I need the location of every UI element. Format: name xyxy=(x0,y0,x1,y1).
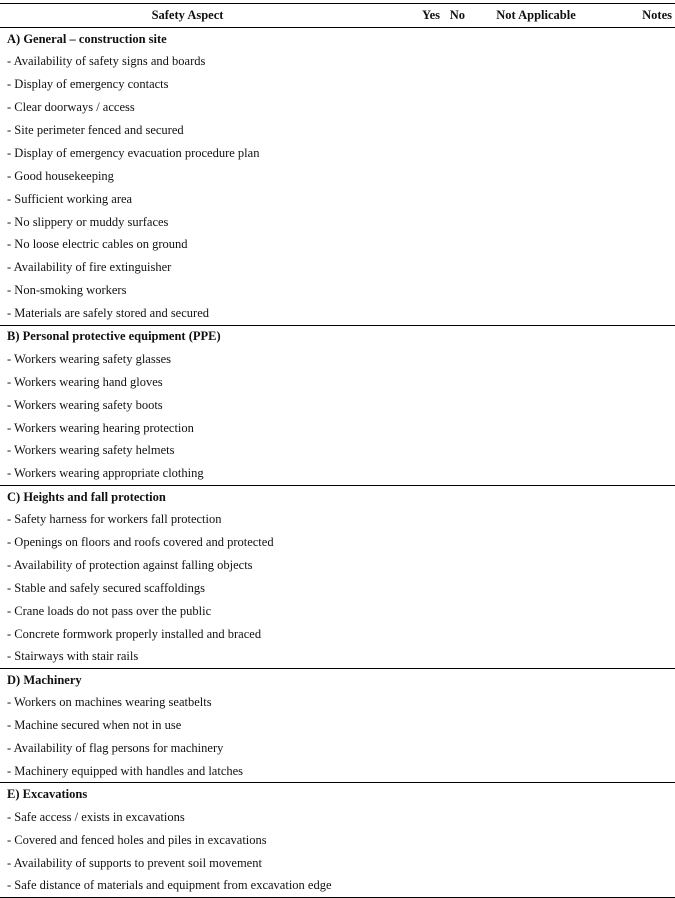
notes-cell xyxy=(599,760,675,783)
checklist-item-label: - Safe distance of materials and equipment from excavation edge xyxy=(0,874,375,897)
checklist-item-label: - Availability of flag persons for machinery xyxy=(7,741,224,756)
checklist-item-label: - No slippery or muddy surfaces xyxy=(7,214,169,229)
notes-cell xyxy=(599,417,675,440)
no-cell xyxy=(442,96,471,119)
header-safety-aspect: Safety Aspect xyxy=(0,4,375,28)
section-row-heights xyxy=(0,485,675,508)
not-applicable-cell xyxy=(471,874,599,897)
not-applicable-cell xyxy=(471,600,599,623)
no-cell xyxy=(442,73,471,96)
no-cell xyxy=(442,783,471,806)
not-applicable-cell xyxy=(471,417,599,440)
yes-cell xyxy=(375,623,442,646)
checklist-item-row xyxy=(0,96,675,119)
no-cell xyxy=(442,50,471,73)
yes-cell xyxy=(375,714,442,737)
checklist-item-label: - Good housekeeping xyxy=(7,168,114,183)
notes-cell xyxy=(599,50,675,73)
notes-cell xyxy=(599,668,675,691)
notes-cell xyxy=(599,783,675,806)
not-applicable-cell xyxy=(471,119,599,142)
yes-cell xyxy=(375,302,442,325)
checklist-item-row xyxy=(0,50,675,73)
no-cell xyxy=(442,577,471,600)
section-title: E) Excavations xyxy=(0,783,375,806)
not-applicable-cell xyxy=(471,211,599,234)
checklist-item-row xyxy=(0,852,675,875)
checklist-item-row xyxy=(0,714,675,737)
header-yes: Yes xyxy=(375,4,442,28)
yes-cell xyxy=(375,508,442,531)
checklist-item-label: - Workers wearing safety glasses xyxy=(7,351,171,366)
checklist-item-label: - Openings on floors and roofs covered and protected xyxy=(7,535,274,550)
no-cell xyxy=(442,485,471,508)
checklist-item-row xyxy=(0,600,675,623)
checklist-item-label: - Sufficient working area xyxy=(7,191,133,206)
notes-cell xyxy=(599,554,675,577)
not-applicable-cell xyxy=(471,508,599,531)
yes-cell xyxy=(375,531,442,554)
no-cell xyxy=(442,440,471,463)
checklist-item-label: - No loose electric cables on ground xyxy=(7,237,188,252)
yes-cell xyxy=(375,783,442,806)
yes-cell xyxy=(375,394,442,417)
checklist-item-label: - Materials are safely stored and secured xyxy=(7,305,209,320)
not-applicable-cell xyxy=(471,462,599,485)
notes-cell xyxy=(599,440,675,463)
checklist-item-row xyxy=(0,806,675,829)
checklist-item-row xyxy=(0,508,675,531)
not-applicable-cell xyxy=(471,623,599,646)
no-cell xyxy=(442,211,471,234)
checklist-item-row xyxy=(0,279,675,302)
checklist-item-row xyxy=(0,302,675,325)
yes-cell xyxy=(375,96,442,119)
checklist-item-row xyxy=(0,623,675,646)
notes-cell xyxy=(599,806,675,829)
not-applicable-cell xyxy=(471,28,599,51)
checklist-item-label: - Safety harness for workers fall protection xyxy=(7,512,222,527)
checklist-item-label: - Workers on machines wearing seatbelts xyxy=(7,695,212,710)
yes-cell xyxy=(375,119,442,142)
no-cell xyxy=(442,348,471,371)
checklist-item-label: - Machine secured when not in use xyxy=(7,718,182,733)
checklist-item-row xyxy=(0,646,675,669)
checklist-item-row xyxy=(0,531,675,554)
checklist-item-label: - Site perimeter fenced and secured xyxy=(7,123,184,137)
no-cell xyxy=(442,325,471,348)
notes-cell xyxy=(599,302,675,325)
no-cell xyxy=(442,394,471,417)
not-applicable-cell xyxy=(471,188,599,211)
yes-cell xyxy=(375,188,442,211)
not-applicable-cell xyxy=(471,714,599,737)
checklist-item-row xyxy=(0,234,675,257)
checklist-item-label: - Workers wearing appropriate clothing xyxy=(7,466,204,481)
checklist-item-label: - Crane loads do not pass over the public xyxy=(7,603,212,618)
notes-cell xyxy=(599,852,675,875)
yes-cell xyxy=(375,668,442,691)
no-cell xyxy=(442,668,471,691)
notes-cell xyxy=(599,874,675,897)
yes-cell xyxy=(375,165,442,188)
notes-cell xyxy=(599,256,675,279)
yes-cell xyxy=(375,577,442,600)
not-applicable-cell xyxy=(471,96,599,119)
checklist-item-label: - Workers wearing hand gloves xyxy=(7,374,163,389)
checklist-item-row xyxy=(0,73,675,96)
notes-cell xyxy=(599,165,675,188)
notes-cell xyxy=(599,188,675,211)
not-applicable-cell xyxy=(471,325,599,348)
checklist-item-row xyxy=(0,394,675,417)
checklist-item-label: - Machinery equipped with handles and latches xyxy=(7,763,244,778)
notes-cell xyxy=(599,394,675,417)
no-cell xyxy=(442,417,471,440)
not-applicable-cell xyxy=(471,531,599,554)
yes-cell xyxy=(375,325,442,348)
not-applicable-cell xyxy=(471,165,599,188)
notes-cell xyxy=(599,485,675,508)
checklist-item-row xyxy=(0,417,675,440)
checklist-item-row xyxy=(0,760,675,783)
yes-cell xyxy=(375,50,442,73)
yes-cell xyxy=(375,440,442,463)
not-applicable-cell xyxy=(471,737,599,760)
notes-cell xyxy=(599,211,675,234)
no-cell xyxy=(442,371,471,394)
checklist-item-row xyxy=(0,577,675,600)
checklist-item-label: - Clear doorways / access xyxy=(7,100,135,115)
not-applicable-cell xyxy=(471,256,599,279)
no-cell xyxy=(442,737,471,760)
not-applicable-cell xyxy=(471,73,599,96)
header-not-applicable: Not Applicable xyxy=(471,4,599,28)
no-cell xyxy=(442,691,471,714)
not-applicable-cell xyxy=(471,50,599,73)
not-applicable-cell xyxy=(471,852,599,875)
header-notes: Notes xyxy=(599,4,675,28)
not-applicable-cell xyxy=(471,806,599,829)
not-applicable-cell xyxy=(471,646,599,669)
no-cell xyxy=(442,760,471,783)
yes-cell xyxy=(375,142,442,165)
yes-cell xyxy=(375,279,442,302)
yes-cell xyxy=(375,256,442,279)
no-cell xyxy=(442,874,471,897)
no-cell xyxy=(442,256,471,279)
no-cell xyxy=(442,646,471,669)
checklist-item-row xyxy=(0,256,675,279)
no-cell xyxy=(442,623,471,646)
checklist-item-label: - Stable and safely secured scaffoldings xyxy=(7,580,205,595)
no-cell xyxy=(442,806,471,829)
checklist-item-row xyxy=(0,737,675,760)
yes-cell xyxy=(375,554,442,577)
yes-cell xyxy=(375,73,442,96)
not-applicable-cell xyxy=(471,234,599,257)
yes-cell xyxy=(375,852,442,875)
checklist-item-label: - Non-smoking workers xyxy=(7,283,127,298)
checklist-item-label: - Stairways with stair rails xyxy=(7,649,139,664)
table-body xyxy=(0,28,675,898)
not-applicable-cell xyxy=(471,440,599,463)
notes-cell xyxy=(599,737,675,760)
checklist-item-row xyxy=(0,188,675,211)
section-title: A) General – construction site xyxy=(7,31,167,46)
notes-cell xyxy=(599,96,675,119)
not-applicable-cell xyxy=(471,554,599,577)
notes-cell xyxy=(599,371,675,394)
not-applicable-cell xyxy=(471,760,599,783)
no-cell xyxy=(442,852,471,875)
yes-cell xyxy=(375,28,442,51)
checklist-item-row xyxy=(0,371,675,394)
notes-cell xyxy=(599,142,675,165)
no-cell xyxy=(442,508,471,531)
notes-cell xyxy=(599,600,675,623)
no-cell xyxy=(442,142,471,165)
yes-cell xyxy=(375,806,442,829)
no-cell xyxy=(442,188,471,211)
no-cell xyxy=(442,531,471,554)
yes-cell xyxy=(375,691,442,714)
checklist-item-label: - Covered and fenced holes and piles in excavations xyxy=(7,832,267,847)
header-no: No xyxy=(442,4,471,28)
not-applicable-cell xyxy=(471,783,599,806)
checklist-item-row xyxy=(0,691,675,714)
notes-cell xyxy=(599,234,675,257)
checklist-item-row xyxy=(0,440,675,463)
yes-cell xyxy=(375,348,442,371)
checklist-item-row xyxy=(0,119,675,142)
yes-cell xyxy=(375,829,442,852)
safety-checklist-table xyxy=(0,3,675,898)
notes-cell xyxy=(599,577,675,600)
yes-cell xyxy=(375,462,442,485)
no-cell xyxy=(442,165,471,188)
not-applicable-cell xyxy=(471,829,599,852)
yes-cell xyxy=(375,874,442,897)
checklist-item-row xyxy=(0,874,675,897)
checklist-item-label: - Display of emergency evacuation procedure plan xyxy=(7,145,260,160)
section-row-general xyxy=(0,28,675,51)
not-applicable-cell xyxy=(471,394,599,417)
yes-cell xyxy=(375,371,442,394)
checklist-item-label: - Availability of protection against falling objects xyxy=(7,557,253,572)
table-header xyxy=(0,4,675,28)
notes-cell xyxy=(599,28,675,51)
checklist-item-row xyxy=(0,554,675,577)
checklist-item-label: - Workers wearing safety helmets xyxy=(7,443,175,458)
section-row-ppe xyxy=(0,325,675,348)
no-cell xyxy=(442,279,471,302)
section-row-excavations xyxy=(0,783,675,806)
section-title: D) Machinery xyxy=(0,668,375,691)
notes-cell xyxy=(599,714,675,737)
checklist-item-label: - Workers wearing hearing protection xyxy=(7,420,194,435)
no-cell xyxy=(442,28,471,51)
yes-cell xyxy=(375,485,442,508)
checklist-item-row xyxy=(0,462,675,485)
not-applicable-cell xyxy=(471,302,599,325)
not-applicable-cell xyxy=(471,142,599,165)
checklist-item-label: - Workers wearing safety boots xyxy=(7,397,163,412)
checklist-item-label: - Availability of fire extinguisher xyxy=(7,260,172,275)
not-applicable-cell xyxy=(471,485,599,508)
not-applicable-cell xyxy=(471,691,599,714)
checklist-item-label: - Safe access / exists in excavations xyxy=(7,809,185,824)
checklist-item-row xyxy=(0,165,675,188)
yes-cell xyxy=(375,417,442,440)
not-applicable-cell xyxy=(471,348,599,371)
no-cell xyxy=(442,462,471,485)
notes-cell xyxy=(599,119,675,142)
safety-checklist xyxy=(0,3,675,898)
not-applicable-cell xyxy=(471,279,599,302)
checklist-item-label: - Availability of safety signs and boards xyxy=(7,54,206,69)
checklist-item-row xyxy=(0,348,675,371)
notes-cell xyxy=(599,279,675,302)
yes-cell xyxy=(375,737,442,760)
yes-cell xyxy=(375,211,442,234)
no-cell xyxy=(442,714,471,737)
yes-cell xyxy=(375,600,442,623)
notes-cell xyxy=(599,691,675,714)
checklist-item-label: - Concrete formwork properly installed and braced xyxy=(7,626,262,641)
header-row xyxy=(0,4,675,28)
checklist-item-label: - Display of emergency contacts xyxy=(7,77,169,92)
yes-cell xyxy=(375,760,442,783)
checklist-item-label: - Availability of supports to prevent soil movement xyxy=(7,855,262,870)
notes-cell xyxy=(599,73,675,96)
not-applicable-cell xyxy=(471,371,599,394)
notes-cell xyxy=(599,325,675,348)
notes-cell xyxy=(599,508,675,531)
no-cell xyxy=(442,119,471,142)
checklist-item-row xyxy=(0,142,675,165)
checklist-item-row xyxy=(0,211,675,234)
no-cell xyxy=(442,600,471,623)
notes-cell xyxy=(599,462,675,485)
section-row-machinery xyxy=(0,668,675,691)
no-cell xyxy=(442,829,471,852)
section-title: C) Heights and fall protection xyxy=(0,485,375,508)
no-cell xyxy=(442,234,471,257)
yes-cell xyxy=(375,646,442,669)
no-cell xyxy=(442,302,471,325)
notes-cell xyxy=(599,348,675,371)
section-title: B) Personal protective equipment (PPE) xyxy=(0,325,375,348)
no-cell xyxy=(442,554,471,577)
not-applicable-cell xyxy=(471,577,599,600)
not-applicable-cell xyxy=(471,668,599,691)
notes-cell xyxy=(599,531,675,554)
yes-cell xyxy=(375,234,442,257)
notes-cell xyxy=(599,646,675,669)
checklist-item-row xyxy=(0,829,675,852)
notes-cell xyxy=(599,623,675,646)
notes-cell xyxy=(599,829,675,852)
